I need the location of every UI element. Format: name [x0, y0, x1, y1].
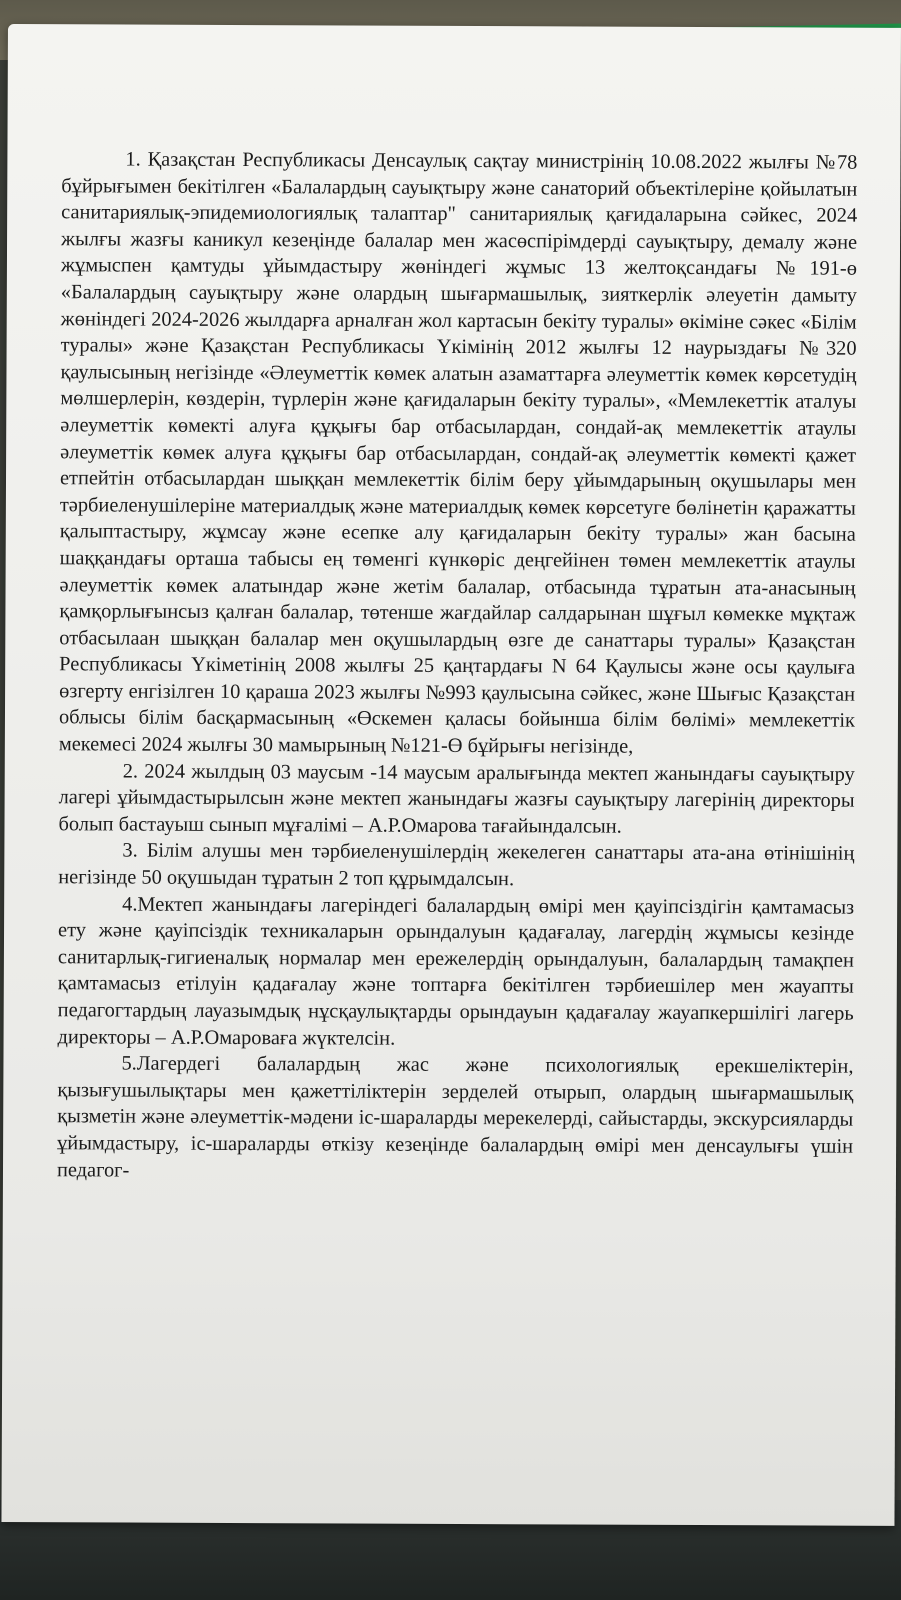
document-body — [57, 146, 858, 1187]
paragraph-5: 5.Лагердегі балалардың жас және психологиялық ерекшеліктерін, қызығушылықтары мен қажеттіліктерін зерделей отырып, олардың шығармашылық қызметін және әлеуметтік-мәдени іс-шараларды мерекелерді, сайыстарды, экскурсияларды ұйымдастыру, іс-шараларды өткізу кезеңінде балалардың өмірі мен денсаулығы үшін педагог- — [56, 1052, 854, 1182]
paragraph-3: 3. Білім алушы мен тәрбиеленушілердің жекелеген санаттары ата-ана өтінішінің негізінде 50 оқушыдан тұратын 2 топ құрымдалсын. — [58, 839, 855, 891]
document-page — [1, 24, 901, 1526]
paragraph-4: 4.Мектеп жанындағы лагеріндегі балалардың өмірі мен қауіпсіздігін қамтамасыз ету және қауіпсіздік техникаларын орындалуын қадағалау, лагердің жұмысы кезінде санитарлық-гигиеналық нормалар мен ережелердің орындалуын, балалардың тамақпен қамтамасыз етілуін қадағалау және топтарға бекітілген тәрбиешілер мен жауапты педагогтардың лауазымдық нұсқаулықтарды орындауын қадағалау жауапкершілігі лагерь директоры – А.Р.Омароваға жүктелсін. — [57, 893, 855, 1050]
paragraph-2: 2. 2024 жылдың 03 маусым -14 маусым аралығында мектеп жанындағы сауықтыру лагері ұйымдастырылсын және мектеп жанындағы жазғы сауықтыру лагерінің директоры болып бастауыш сынып мұғалімі – А.Р.Омарова тағайындалсын. — [58, 760, 855, 838]
paragraph-1: 1. Қазақстан Республикасы Денсаулық сақтау министрінің 10.08.2022 жылғы №78 бұйрығымен бекітілген «Балалардың сауықтыру және санаторий объектілеріне қойылатын санитариялық-эпидемиологиялық талаптар" санитариялық қағидаларына сәйкес, 2024 жылғы жазғы каникул кезеңінде балалар мен жасөспірімдерді сауықтыру, демалу және жұмыспен қамтуды ұйымдастыру жөніндегі жұмыс 13 желтоқсандағы №191-ө «Балалардың сауықтыру және олардың шығармашылық, зияткерлік әлеуетін дамыту жөніндегі 2024-2026 жылдарға арналған жол картасын бекіту туралы» өкіміне сәкес «Білім туралы» және Қазақстан Республикасы Үкімінің 2012 жылғы 12 наурыздағы №320 қаулысының негізінде «Әлеуметтік көмек алатын азаматтарға әлеуметтік көмек көрсетудің мөлшерлерін, көздерін, түрлерін және қағидаларын бекіту туралы», «Мемлекеттік аталуы әлеуметтік көмекті алуға құқығы бар отбасылардан, сондай-ақ мемлекеттік атаулы әлеуметтік көмек алуға құқығы бар отбасылардан, сондай-ақ әлеуметтік көмекті қажет етпейтін отбасылардан шыққан мемлекеттік білім беру ұйымдарының оқушылары мен тәрбиеленушілеріне материалдық және материалдық көмек көрсетуге бөлінетін қаражатты қалыптастыру, жұмсау және есепке алу қағидаларын бекіту туралы» жан басына шаққандағы орташа табысы ең төменгі күнкөріс деңгейінен төмен мемлекеттік атаулы әлеуметтік көмек алатындар және жетім балалар, отбасында тұратын ата-анасының қамқорлығынсыз қалған балалар, төтенше жағдайлар салдарынан шұғыл көмекке мұқтаж отбасылаан шыққан балалар мен оқушылардың өзге де санаттары туралы» Қазақстан Республикасы Үкіметінің 2008 жылғы 25 қаңтардағы N 64 Қаулысы және осы қаулыға өзгерту енгізілген 10 қараша 2023 жылғы №993 қаулысына сәйкес, және Шығыс Қазақстан облысы білім басқармасының «Өскемен қаласы бойынша білім бөлімі» мемлекеттік мекемесі 2024 жылғы 30 мамырының №121-Ө бұйрығы негізінде, — [58, 148, 858, 758]
